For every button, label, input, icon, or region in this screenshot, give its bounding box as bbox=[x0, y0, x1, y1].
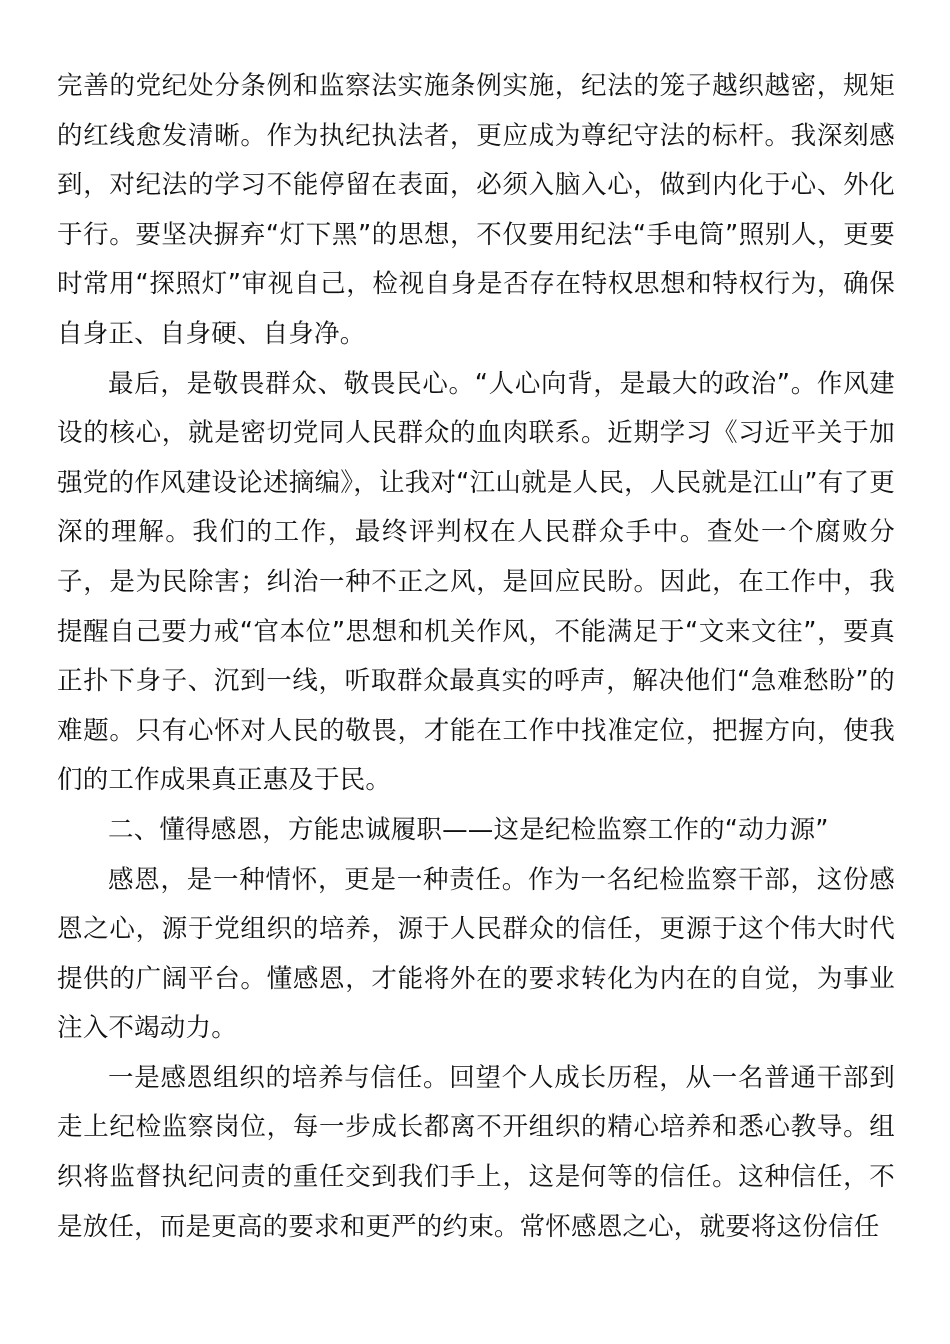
document-body bbox=[57, 62, 895, 1252]
paragraph-gratitude-organization: 一是感恩组织的培养与信任。回望个人成长历程，从一名普通干部到走上纪检监察岗位，每一步成长都离不开组织的精心培养和悉心教导。组织将监督执纪问责的重任交到我们手上，这是何等的信任。这种信任，不是放任，而是更高的要求和更严的约束。常怀感恩之心，就要将这份信任 bbox=[57, 1062, 895, 1242]
paragraph-discipline-law: 完善的党纪处分条例和监察法实施条例实施，纪法的笼子越织越密，规矩的红线愈发清晰。作为执纪执法者，更应成为尊纪守法的标杆。我深刻感到，对纪法的学习不能停留在表面，必须入脑入心，做到内化于心、外化于行。要坚决摒弃“灯下黑”的思想，不仅要用纪法“手电筒”照别人，更要时常用“探照灯”审视自己，检视自身是否存在特权思想和特权行为，确保自身正、自身硬、自身净。 bbox=[57, 71, 895, 349]
paragraph-gratitude-intro: 感恩，是一种情怀，更是一种责任。作为一名纪检监察干部，这份感恩之心，源于党组织的培养，源于人民群众的信任，更源于这个伟大时代提供的广阔平台。懂感恩，才能将外在的要求转化为内在的自觉，为事业注入不竭动力。 bbox=[57, 864, 895, 1044]
section-heading-gratitude: 二、懂得感恩，方能忠诚履职——这是纪检监察工作的“动力源” bbox=[108, 814, 829, 845]
paragraph-revere-masses: 最后，是敬畏群众、敬畏民心。“人心向背，是最大的政治”。作风建设的核心，就是密切党同人民群众的血肉联系。近期学习《习近平关于加强党的作风建设论述摘编》，让我对“江山就是人民，人民就是江山”有了更深的理解。我们的工作，最终评判权在人民群众手中。查处一个腐败分子，是为民除害；纠治一种不正之风，是回应民盼。因此，在工作中，我提醒自己要力戒“官本位”思想和机关作风，不能满足于“文来文往”，要真正扑下身子、沉到一线，听取群众最真实的呼声，解决他们“急难愁盼”的难题。只有心怀对人民的敬畏，才能在工作中找准定位，把握方向，使我们的工作成果真正惠及于民。 bbox=[57, 368, 895, 796]
